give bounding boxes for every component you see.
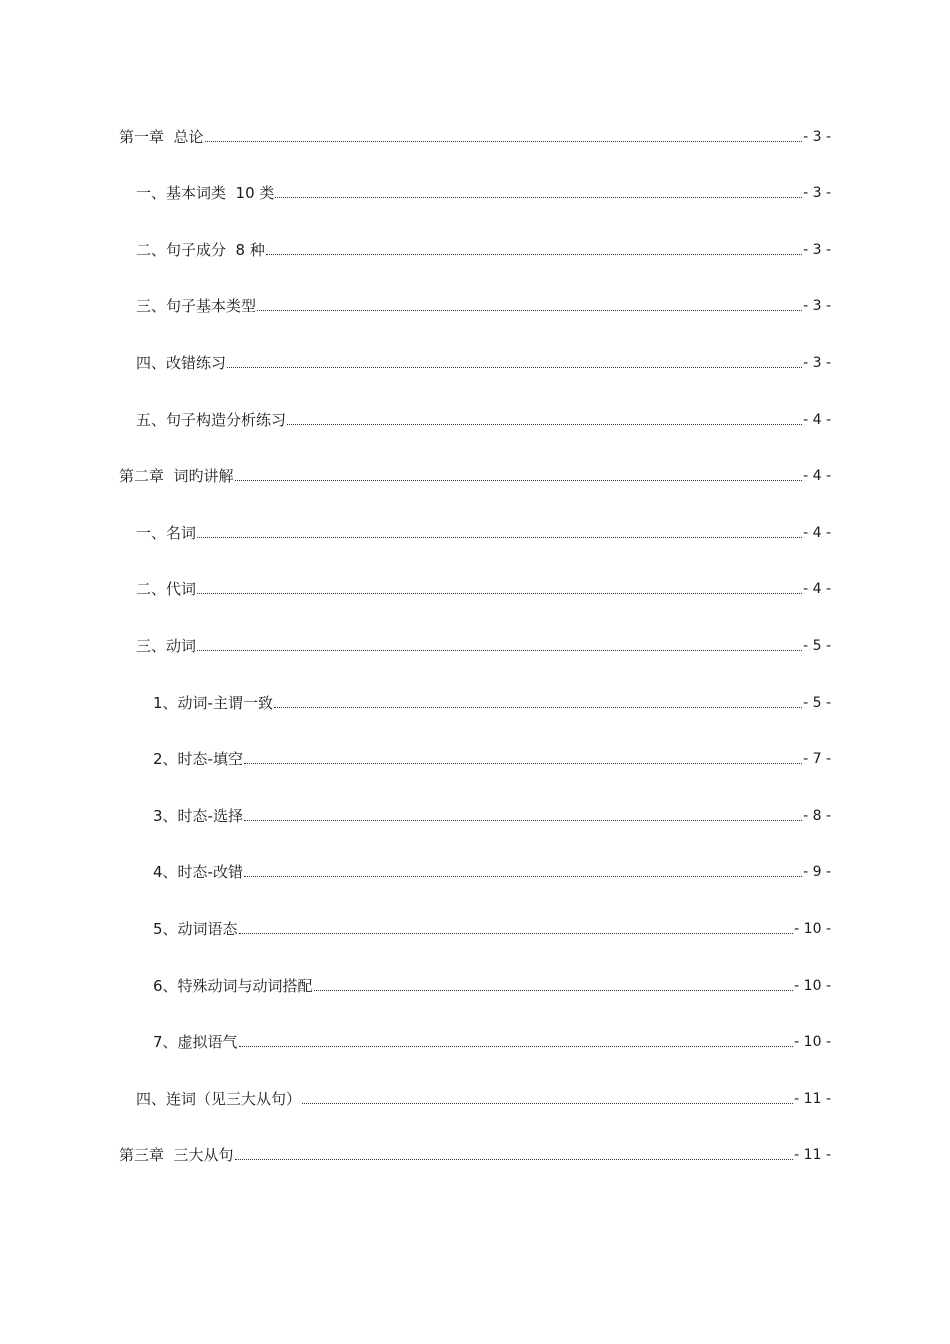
toc-entry-page: - 10 - [794,920,831,937]
toc-dot-leader [235,480,803,481]
toc-dot-leader [257,310,802,311]
toc-entry[interactable] [119,850,831,907]
toc-entry-page: - 8 - [803,807,831,824]
toc-dot-leader [239,1046,794,1047]
toc-entry[interactable] [119,340,831,397]
toc-entry-title: 第一章 总论 [119,127,204,146]
toc-entry[interactable] [119,227,831,284]
toc-entry-title: 2、时态-填空 [153,750,243,769]
toc-entry-title: 三、动词 [136,636,197,655]
toc-entry[interactable] [119,963,831,1020]
toc-entry-title: 四、改错练习 [136,353,227,372]
toc-entry[interactable] [119,737,831,794]
toc-entry[interactable] [119,397,831,454]
toc-entry-title: 第二章 词旳讲解 [119,467,234,486]
toc-entry[interactable] [119,1076,831,1133]
toc-entry-chapter-3[interactable] [119,1133,831,1190]
toc-entry-page: - 9 - [803,864,831,881]
toc-entry[interactable] [119,623,831,680]
toc-entry-title: 4、时态-改错 [153,863,243,882]
toc-dot-leader [235,1159,794,1160]
toc-entry-page: - 3 - [803,128,831,145]
toc-entry-title: 一、名词 [136,523,197,542]
toc-entry[interactable] [119,793,831,850]
toc-entry-page: - 10 - [794,977,831,994]
toc-entry-title: 三、句子基本类型 [136,297,257,316]
toc-entry-title: 1、动词-主谓一致 [153,693,273,712]
toc-dot-leader [227,367,802,368]
toc-entry[interactable] [119,284,831,341]
toc-entry-page: - 11 - [794,1090,831,1107]
toc-dot-leader [244,820,802,821]
toc-entry[interactable] [119,567,831,624]
toc-dot-leader [197,650,802,651]
toc-entry-page: - 5 - [803,637,831,654]
toc-dot-leader [197,593,802,594]
toc-entry-chapter-1[interactable] [119,114,831,171]
toc-dot-leader [302,1103,793,1104]
toc-entry-page: - 4 - [803,524,831,541]
toc-entry-title: 3、时态-选择 [153,806,243,825]
toc-dot-leader [205,141,803,142]
toc-entry[interactable] [119,680,831,737]
toc-dot-leader [314,990,794,991]
toc-dot-leader [244,763,802,764]
toc-entry-title: 二、代词 [136,580,197,599]
toc-dot-leader [275,197,802,198]
toc-entry-title: 第三章 三大从句 [119,1146,234,1165]
toc-dot-leader [239,933,794,934]
toc-dot-leader [266,254,802,255]
toc-entry-title: 一、基本词类 10 类 [136,184,275,203]
toc-entry-page: - 3 - [803,241,831,258]
toc-entry-page: - 3 - [803,185,831,202]
toc-entry-page: - 7 - [803,751,831,768]
toc-dot-leader [287,424,802,425]
toc-entry[interactable] [119,510,831,567]
toc-entry-title: 7、虚拟语气 [153,1033,238,1052]
toc-entry-page: - 4 - [803,581,831,598]
toc-dot-leader [197,537,802,538]
toc-dot-leader [244,876,802,877]
toc-entry-page: - 4 - [803,468,831,485]
toc-entry-chapter-2[interactable] [119,454,831,511]
toc-entry-page: - 5 - [803,694,831,711]
toc-entry-page: - 3 - [803,354,831,371]
toc-entry[interactable] [119,1020,831,1077]
table-of-contents [119,114,831,1189]
toc-entry-title: 6、特殊动词与动词搭配 [153,976,313,995]
toc-entry-title: 四、连词（见三大从句） [136,1089,302,1108]
toc-entry[interactable] [119,171,831,228]
toc-entry-title: 五、句子构造分析练习 [136,410,287,429]
toc-dot-leader [274,707,802,708]
toc-entry-page: - 3 - [803,298,831,315]
toc-entry-title: 二、句子成分 8 种 [136,240,265,259]
toc-entry-page: - 11 - [794,1147,831,1164]
toc-entry[interactable] [119,906,831,963]
toc-entry-page: - 4 - [803,411,831,428]
toc-entry-page: - 10 - [794,1034,831,1051]
toc-entry-title: 5、动词语态 [153,919,238,938]
